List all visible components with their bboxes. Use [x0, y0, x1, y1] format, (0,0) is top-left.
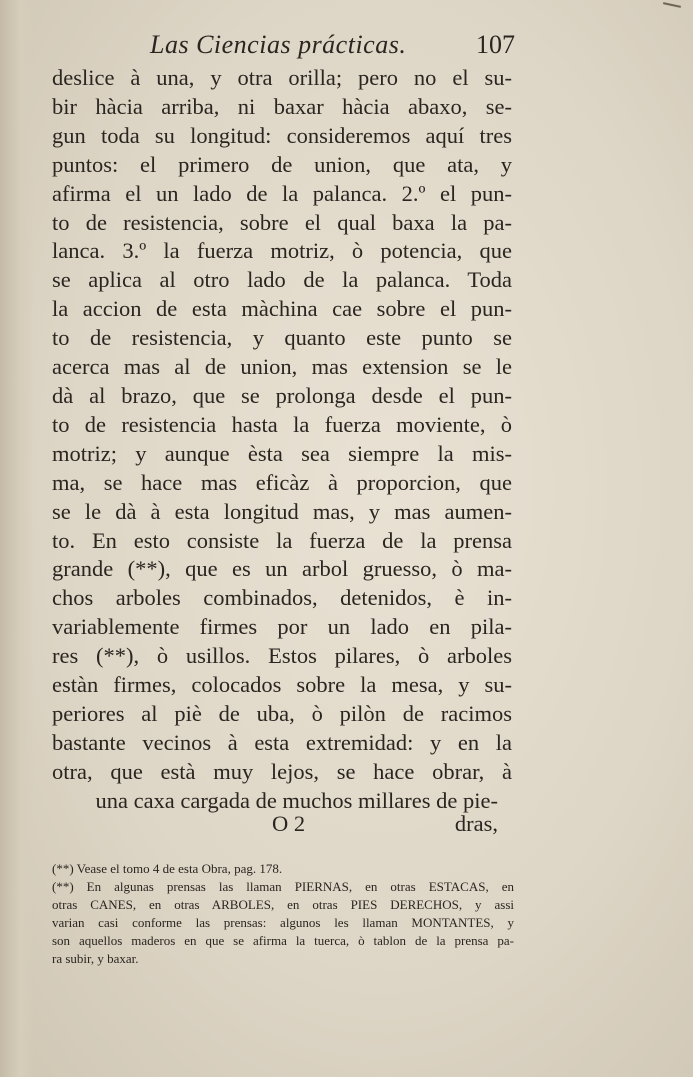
footnote-line: varian casi conforme las prensas: algunos les llaman MONTANTES, y — [52, 915, 514, 930]
text-line: grande (**), que es un arbol gruesso, ò ma- — [52, 556, 512, 582]
text-line: puntos: el primero de union, que ata, y — [52, 151, 512, 177]
text-line: la accion de esta màchina cae sobre el pun- — [52, 296, 512, 322]
text-line: otra, que està muy lejos, se hace obrar, à — [52, 758, 512, 784]
text-line: chos arboles combinados, detenidos, è in- — [52, 585, 512, 611]
text-line: afirma el un lado de la palanca. 2.º el pun- — [52, 180, 512, 206]
footnote-line: (**) En algunas prensas las llaman PIERNAS, en otras ESTACAS, en — [52, 879, 514, 894]
text-line: to de resistencia, sobre el qual baxa la pa- — [52, 209, 512, 235]
text-line: bastante vecinos à esta extremidad: y en la — [52, 729, 512, 755]
text-line: res (**), ò usillos. Estos pilares, ò arboles — [52, 643, 512, 669]
printer-signature: O 2 — [272, 811, 306, 836]
body-text — [52, 64, 512, 816]
text-line: periores al piè de uba, ò pilòn de racimos — [52, 700, 512, 726]
text-line: to de resistencia hasta la fuerza moviente, ò — [52, 411, 512, 437]
running-head: Las Ciencias prácticas. — [150, 30, 407, 59]
page-binding-shadow — [0, 0, 34, 1077]
text-line: acerca mas al de union, mas extension se le — [52, 354, 512, 380]
footnotes — [52, 860, 514, 968]
text-line: gun toda su longitud: consideremos aquí tres — [52, 122, 512, 148]
text-line: ma, se hace mas eficàz à proporcion, que — [52, 469, 512, 495]
footnote-line: (**) Vease el tomo 4 de esta Obra, pag. 178. — [52, 861, 283, 876]
page-header — [150, 30, 515, 62]
text-line: se le dà à esta longitud mas, y mas aumen- — [52, 498, 512, 524]
text-line: se aplica al otro lado de la palanca. Toda — [52, 267, 512, 293]
text-line: estàn firmes, colocados sobre la mesa, y su- — [52, 672, 512, 698]
footnote — [52, 878, 514, 968]
footnote-line: son aquellos maderos en que se afirma la tuerca, ò tablon de la prensa pa- — [52, 933, 514, 948]
footnote — [52, 860, 514, 878]
text-line: dà al brazo, que se prolonga desde el pun- — [52, 382, 512, 408]
text-line: to de resistencia, y quanto este punto se — [52, 325, 512, 351]
text-line: lanca. 3.º la fuerza motriz, ò potencia, que — [52, 238, 512, 264]
text-line: bir hàcia arriba, ni baxar hàcia abaxo, se- — [52, 93, 512, 119]
catchword: dras, — [454, 811, 498, 836]
text-line: motriz; y aunque èsta sea siempre la mis- — [52, 440, 512, 466]
text-line: deslice à una, y otra orilla; pero no el su- — [52, 65, 512, 90]
text-line: una caxa cargada de muchos millares de pie- — [95, 787, 498, 813]
text-line: variablemente firmes por un lado en pila- — [52, 614, 512, 640]
page-number: 107 — [476, 30, 515, 59]
text-line: to. En esto consiste la fuerza de la prensa — [52, 527, 512, 553]
footnote-line: otras CANES, en otras ARBOLES, en otras PIES DERECHOS, y assi — [52, 897, 514, 912]
ink-mark — [663, 2, 681, 8]
footnote-line: ra subir, y baxar. — [52, 951, 139, 966]
signature-line — [52, 811, 512, 841]
